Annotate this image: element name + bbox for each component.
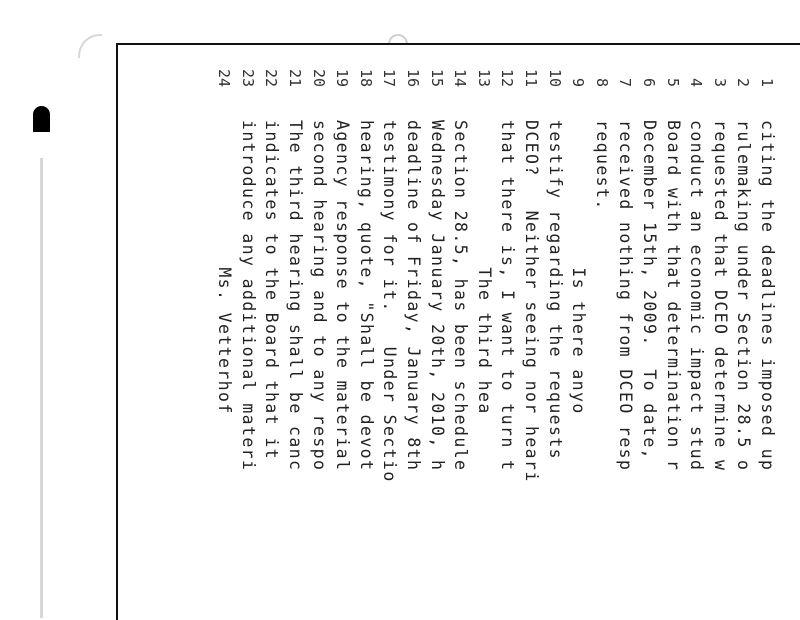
transcript-line [591,45,613,620]
line-number: 24 [215,68,234,87]
transcript-line [756,45,778,620]
line-number: 8 [592,77,611,87]
line-number: 17 [380,68,399,87]
line-text: indicates to the Board that it [262,120,282,461]
line-number: 4 [687,77,706,87]
transcript-page [116,43,800,620]
line-number: 9 [569,77,588,87]
transcript-line [331,45,353,620]
line-number: 20 [309,68,328,87]
line-number: 21 [286,68,304,87]
line-text: introduce any additional materi [238,120,258,472]
line-text: Ms. Vetterhof [215,120,235,415]
transcript-line [308,45,330,620]
transcript-line [449,45,471,620]
transcript-line [567,45,589,620]
scan-edge-tab [33,106,50,132]
transcript-line [402,45,424,620]
line-number: 3 [710,77,729,87]
transcript-line [213,45,235,620]
line-text: Board with that determination r [663,120,683,472]
transcript-line [638,45,660,620]
transcript-line [496,45,518,620]
line-number: 5 [663,77,682,87]
transcript-line [709,45,731,620]
transcript-line [662,45,684,620]
scan-edge-shadow [40,158,43,618]
transcript-line [544,45,566,620]
line-text: The third hea [474,120,494,415]
line-text: hearing, quote, "Shall be devot [356,120,376,472]
line-number: 11 [522,68,540,87]
line-text: citing the deadlines imposed up [758,120,777,472]
line-number: 10 [545,68,564,87]
line-number: 16 [404,68,422,87]
line-text: deadline of Friday, January 8th [404,120,423,472]
line-text: Wednesday January 20th, 2010, h [427,120,447,472]
line-number: 1 [758,77,776,87]
line-text: Agency response to the material [333,120,353,472]
line-number: 6 [640,77,658,87]
line-text: received nothing from DCEO resp [616,120,636,472]
line-number: 7 [616,77,635,87]
line-number: 19 [333,68,352,87]
line-text: December 15th, 2009. To date, [640,120,659,461]
line-text: DCEO? Neither seeing nor heari [522,120,541,483]
transcript-line [260,45,282,620]
line-text: The third hearing shall be canc [286,120,305,472]
line-text: second hearing and to any respo [309,120,329,472]
line-text: Section 28.5, has been schedule [451,120,471,472]
transcript-line [284,45,306,620]
transcript-line [426,45,448,620]
line-number: 2 [734,77,753,87]
transcript-line [520,45,542,620]
transcript-line [732,45,754,620]
line-text: Is there anyo [569,120,589,415]
transcript-line [237,45,259,620]
line-number: 23 [238,68,257,87]
line-text: testify regarding the requests [545,120,565,461]
rotated-page-content [118,45,800,620]
scan-corner-artifact [78,34,102,58]
line-text: testimony for it. Under Sectio [380,120,400,483]
line-text: that there is, I want to turn t [498,120,518,472]
line-text: conduct an economic impact stud [687,120,707,472]
line-number: 14 [451,68,470,87]
line-number: 12 [498,68,517,87]
line-number: 18 [356,68,375,87]
line-text: rulemaking under Section 28.5 o [734,120,754,472]
line-number: 15 [427,68,446,87]
transcript-line [355,45,377,620]
transcript-line [378,45,400,620]
line-text: request. [592,120,612,211]
line-number: 22 [262,68,281,87]
transcript-line [614,45,636,620]
transcript-line [685,45,707,620]
line-text: requested that DCEO determine w [710,120,730,472]
line-number: 13 [474,68,493,87]
transcript-line [473,45,495,620]
